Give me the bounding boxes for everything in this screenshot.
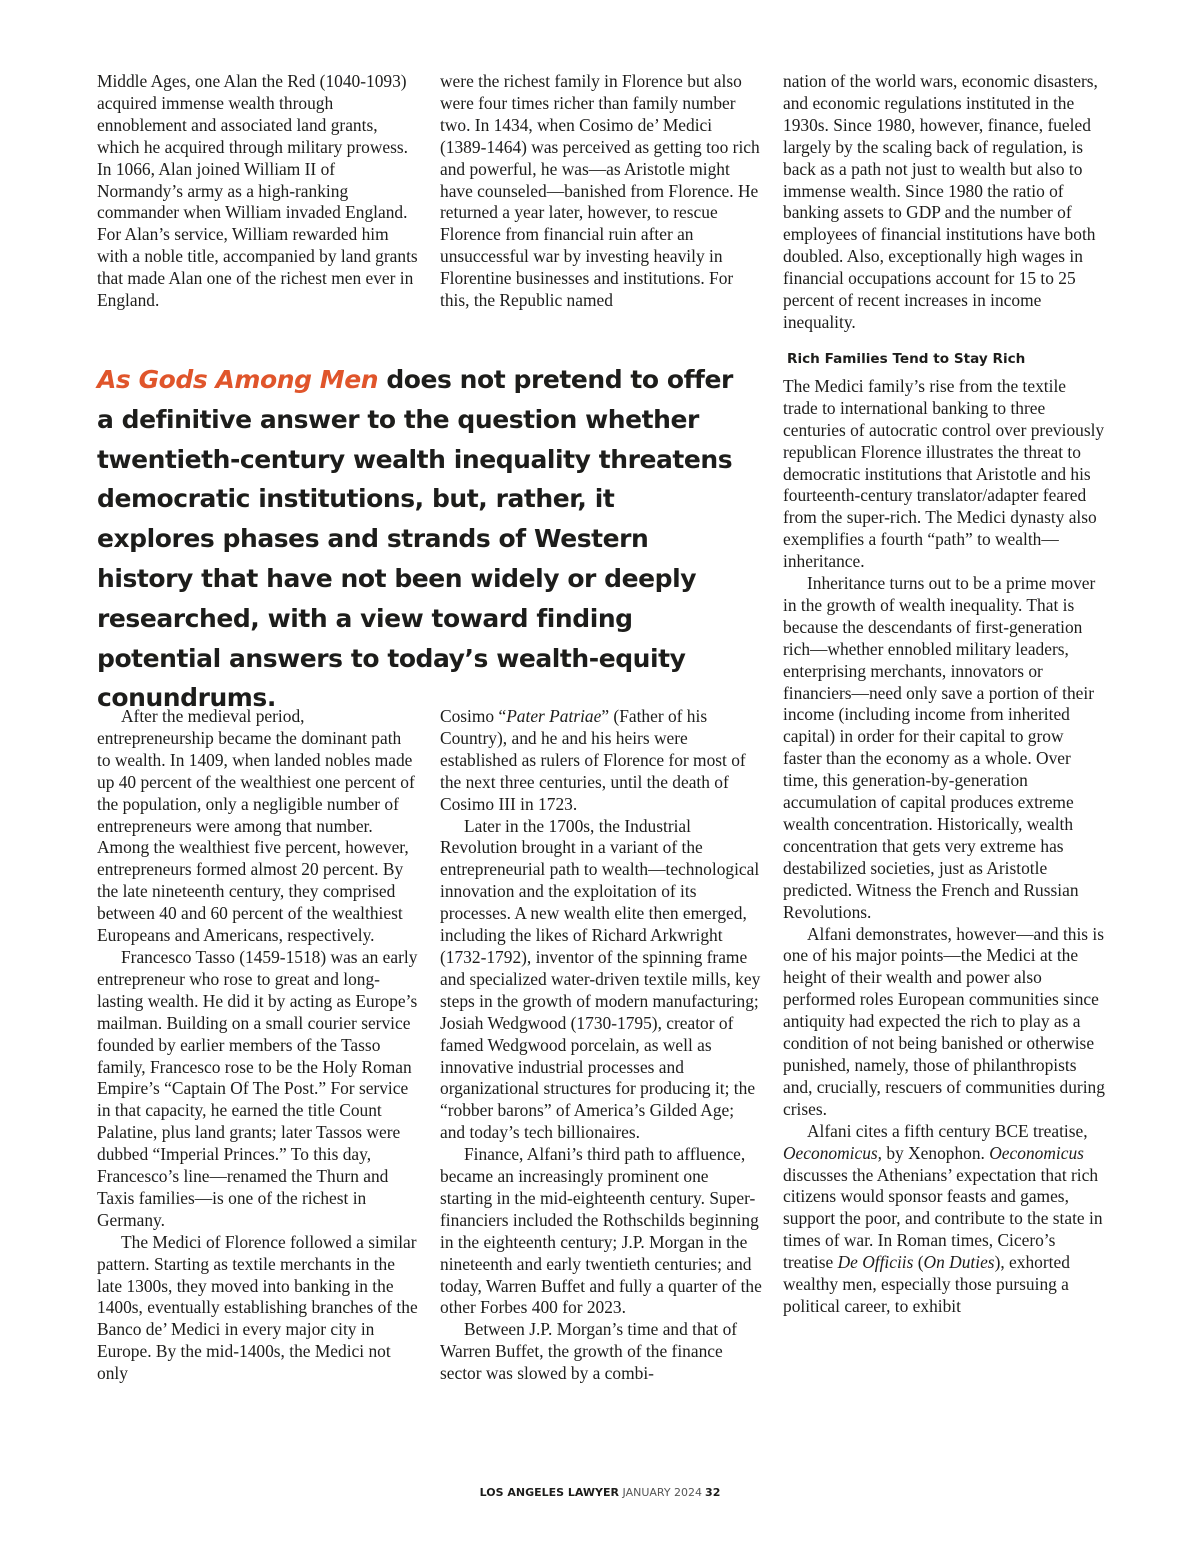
top-column-1 xyxy=(97,71,419,312)
text-run: Cosimo “ xyxy=(440,706,507,726)
page-footer xyxy=(0,1486,1200,1500)
body-paragraph: The Medici family’s rise from the textile trade to international banking to three centuries of autocratic control over previously republican Florence illustrates the threat to democratic institutions that Aristotle and his fourteenth-century translator/adapter feared from the super-rich. The Medici dynasty also exemplifies a fourth “path” to wealth—inheritance. xyxy=(783,375,1105,572)
italic-title: On Duties xyxy=(923,1252,995,1273)
body-paragraph: Middle Ages, one Alan the Red (1040-1093) acquired immense wealth through ennoblement and associated land grants, which he acquired through military prowess. In 1066, Alan joined William II of Normandy’s army as a high-ranking commander when William invaded England. For Alan’s service, William rewarded him with a noble title, accompanied by land grants that made Alan one of the richest men ever in England. xyxy=(97,71,418,311)
text-run: discusses the Athenians’ expectation that rich citizens would sponsor feasts and games, support the poor, and contribute to the state in times of war. In Roman times, Cicero’s treatise xyxy=(783,1164,1103,1273)
bottom-column-2 xyxy=(440,706,762,1385)
issue-date: JANUARY 2024 xyxy=(622,1486,703,1499)
text-run: Alfani cites a fifth century BCE treatise, xyxy=(807,1120,1088,1141)
body-paragraph: nation of the world wars, economic disasters, and economic regulations instituted in the 1930s. Since 1980, however, finance, fueled largely by the scaling back of regulation, is back as a path not just to wealth but also to immense wealth. Since 1980 the ratio of banking assets to GDP and the number of employees of financial institutions have both doubled. Also, exceptionally high wages in financial occupations account for 15 to 25 percent of recent increases in income inequality. xyxy=(783,71,1098,332)
publication-name: LOS ANGELES LAWYER xyxy=(479,1486,620,1499)
text-run: ” (Father of his Country), and he and his heirs were established as rulers of Florence for most of the next three centuries, until the death of Cosimo III in 1723. xyxy=(440,706,746,814)
body-paragraph: Later in the 1700s, the Industrial Revolution brought in a variant of the entrepreneurial path to wealth—technological innovation and the exploitation of its processes. A new wealth elite then emerged, including the likes of Richard Arkwright (1732-1792), inventor of the spinning frame and specialized water-driven textile mills, key steps in the growth of modern manufacturing; Josiah Wedgwood (1730-1795), creator of famed Wedgwood porcelain, as well as innovative industrial processes and organizational structures for producing it; the “robber barons” of America’s Gilded Age; and today’s tech billionaires. xyxy=(440,815,761,1143)
text-run: ( xyxy=(913,1252,924,1273)
text-run: ), exhorted wealthy men, especially those pursuing a political career, to exhibit xyxy=(783,1252,1070,1316)
section-subhead: Rich Families Tend to Stay Rich xyxy=(787,350,1026,367)
body-paragraph xyxy=(440,706,762,816)
pull-quote-text: does not pretend to offer a definitive answer to the question whether twentieth-century wealth inequality threatens democratic institutions, but, rather, it explores phases and strands of Western history that have not been widely or deeply researched, with a view toward finding potential answers to today’s wealth-equity conundrums. xyxy=(97,365,733,713)
bottom-column-1 xyxy=(97,706,419,1385)
body-paragraph: Between J.P. Morgan’s time and that of Warren Buffet, the growth of the finance sector was slowed by a combi- xyxy=(440,1319,738,1384)
right-column xyxy=(783,71,1105,1318)
body-paragraph: Finance, Alfani’s third path to affluence, became an increasingly prominent one starting in the mid-eighteenth century. Super-financiers included the Rothschilds beginning in the eighteenth century; J.P. Morgan in the nineteenth and early twentieth centuries; and today, Warren Buffet and fully a quarter of the other Forbes 400 for 2023. xyxy=(440,1144,762,1318)
top-column-2 xyxy=(440,71,762,312)
pull-quote xyxy=(97,360,737,718)
body-paragraph: Francesco Tasso (1459-1518) was an early entrepreneur who rose to great and long-lasting wealth. He did it by acting as Europe’s mailman. Building on a small courier service founded by earlier members of the Tasso family, Francesco rose to be the Holy Roman Empire’s “Captain Of The Post.” For service in that capacity, he earned the title Count Palatine, plus land grants; later Tassos were dubbed “Imperial Princes.” To this day, Francesco’s line—renamed the Thurn and Taxis families—is one of the richest in Germany. xyxy=(97,946,418,1230)
text-run: by Xenophon. xyxy=(882,1142,990,1163)
body-paragraph: were the richest family in Florence but also were four times richer than family number two. In 1434, when Cosimo de’ Medici (1389-1464) was perceived as getting too rich and powerful, he was—as Aristotle might have counseled—banished from Florence. He returned a year later, however, to rescue Florence from financial ruin after an unsuccessful war by investing heavily in Florentine businesses and institutions. For this, the Republic named xyxy=(440,71,760,311)
body-paragraph: Inheritance turns out to be a prime mover in the growth of wealth inequality. That is because the descendants of first-generation rich—whether ennobled military leaders, enterprising merchants, innovators or financiers—need only save a portion of their income (including income from inherited capital) in order for their capital to grow faster than the economy as a whole. Over time, this generation-by-generation accumulation of capital produces extreme wealth concentration. Historically, wealth concentration that gets very extreme has destabilized societies, just as Aristotle predicted. Witness the French and Russian Revolutions. xyxy=(783,573,1096,922)
body-paragraph: After the medieval period, entrepreneurship became the dominant path to wealth. In 1409, when landed nobles made up 40 percent of the wealthiest one percent of the population, only a negligible number of entrepreneurs were among that number. Among the wealthiest five percent, however, entrepreneurs formed almost 20 percent. By the late nineteenth century, they comprised between 40 and 60 percent of the wealthiest Europeans and Americans, respectively. xyxy=(97,706,415,946)
italic-title: Oeconomicus xyxy=(989,1142,1084,1163)
page-number: 32 xyxy=(705,1486,721,1499)
italic-title: Oeconomicus, xyxy=(783,1142,883,1163)
body-paragraph xyxy=(783,1121,1105,1318)
body-paragraph: The Medici of Florence followed a similar pattern. Starting as textile merchants in the late 1300s, they moved into banking in the 1400s, eventually establishing branches of the Banco de’ Medici in every major city in Europe. By the mid-1400s, the Medici not only xyxy=(97,1231,418,1384)
italic-title: De Officiis xyxy=(837,1252,914,1273)
body-paragraph: Alfani demonstrates, however—and this is one of his major points—the Medici at the height of their wealth and power also performed roles European communities since antiquity had expected the rich to play as a condition of not being banished or otherwise punished, namely, those of philanthropists and, crucially, rescuers of communities during crises. xyxy=(783,923,1105,1119)
italic-title: Pater Patriae xyxy=(506,706,602,726)
pull-quote-book-title: As Gods Among Men xyxy=(97,365,379,394)
